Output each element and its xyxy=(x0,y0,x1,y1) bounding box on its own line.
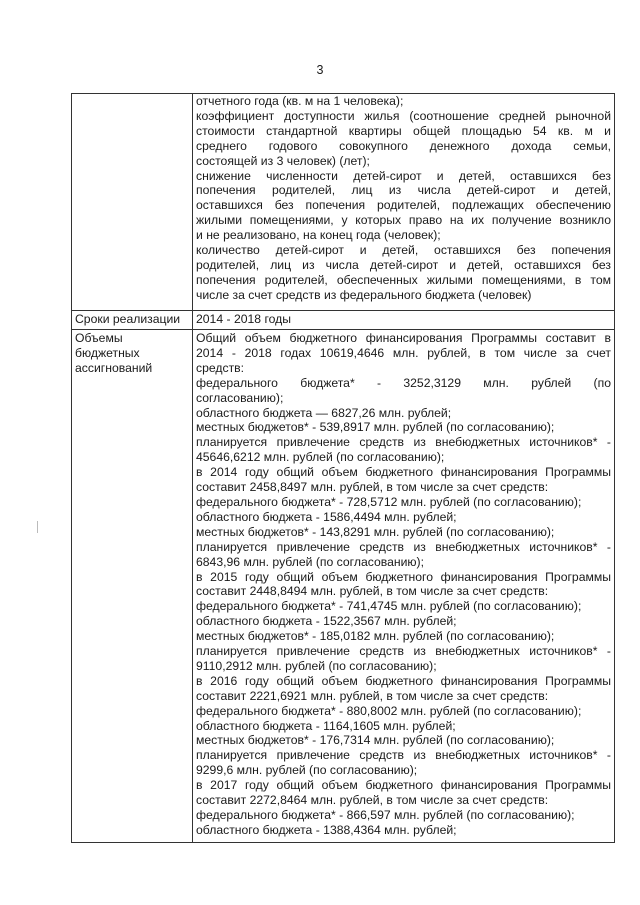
row-label-line: Объемы xyxy=(75,331,123,345)
row-text-line: местных бюджетов* - 143,8291 млн. рублей (по согласованию); xyxy=(196,524,555,539)
row-content-cell xyxy=(193,94,615,311)
row-text-line: числе за счет средств из федерального бюджета (человек) xyxy=(196,287,532,302)
row-text-line: местных бюджетов* - 539,8917 млн. рублей (по согласованию); xyxy=(196,420,555,435)
row-text-line: попечения родителей, обеспеченных жилыми помещениями, в том xyxy=(196,272,611,287)
row-text-line: средств: xyxy=(196,360,245,375)
passport-table xyxy=(71,93,615,843)
row-text-line: и не реализовано, на конец года (человек); xyxy=(196,228,441,243)
row-content-cell xyxy=(193,330,615,843)
row-text-line: снижение численности детей-сирот и детей, оставшихся без xyxy=(196,168,611,183)
row-text-line: федерального бюджета* - 741,4745 млн. рублей (по согласованию); xyxy=(196,599,582,614)
row-text-line: областного бюджета — 6827,26 млн. рублей; xyxy=(196,405,452,420)
row-text-line: состоящей из 3 человек) (лет); xyxy=(196,153,370,168)
row-content-cell xyxy=(193,311,615,330)
row-text-line: 45646,6212 млн. рублей (по согласованию); xyxy=(196,450,445,465)
row-text-line: областного бюджета - 1522,3567 млн. рублей; xyxy=(196,614,457,629)
row-text-line: жилыми помещениями, у которых право на их получение возникло xyxy=(196,213,611,228)
row-text-line: количество детей-сирот и детей, оставшихся без попечения xyxy=(196,243,611,258)
row-text-line: составит 2448,8494 млн. рублей, в том числе за счет средств: xyxy=(196,584,549,599)
row-label-line: бюджетных xyxy=(75,345,140,360)
row-text-line: местных бюджетов* - 185,0182 млн. рублей (по согласованию); xyxy=(196,629,555,644)
table-row-budget xyxy=(72,330,615,843)
row-text-line: планируется привлечение средств из внебюджетных источников* - xyxy=(196,435,611,450)
row-label-line: Сроки реализации xyxy=(75,312,181,326)
row-text-line: федерального бюджета* - 880,8002 млн. рублей (по согласованию); xyxy=(196,703,582,718)
row-text-line: федерального бюджета* - 3252,3129 млн. рублей (по xyxy=(196,375,611,390)
row-label-line: ассигнований xyxy=(75,360,153,375)
row-text-line: планируется привлечение средств из внебюджетных источников* - xyxy=(196,748,611,763)
row-text-line: составит 2458,8497 млн. рублей, в том числе за счет средств: xyxy=(196,480,549,495)
margin-mark xyxy=(37,521,38,533)
row-text-line: областного бюджета - 1586,4494 млн. рублей; xyxy=(196,509,457,524)
row-text-line: областного бюджета - 1164,1605 млн. рублей; xyxy=(196,718,456,733)
row-text-line: в 2016 году общий объем бюджетного финансирования Программы xyxy=(196,673,611,688)
row-text-line: согласованию); xyxy=(196,390,284,405)
table-row-terms xyxy=(72,311,615,330)
row-text-line: в 2017 году общий объем бюджетного финансирования Программы xyxy=(196,778,611,793)
row-text-line: 9110,2912 млн. рублей (по согласованию); xyxy=(196,658,437,673)
row-text-line: планируется привлечение средств из внебюджетных источников* - xyxy=(196,539,611,554)
row-text-line: Общий объем бюджетного финансирования Программы составит в xyxy=(196,331,611,345)
row-text-line: составит 2272,8464 млн. рублей, в том числе за счет средств: xyxy=(196,793,549,808)
row-text-line: стоимости стандартной квартиры общей площадью 54 кв. м и xyxy=(196,123,611,138)
row-label-cell xyxy=(72,94,193,311)
row-text-line: областного бюджета - 1388,4364 млн. рублей; xyxy=(196,822,457,837)
row-text-line: в 2015 году общий объем бюджетного финансирования Программы xyxy=(196,569,611,584)
row-text-line: 6843,96 млн. рублей (по согласованию); xyxy=(196,554,424,569)
row-text-line: 9299,6 млн. рублей (по согласованию); xyxy=(196,763,418,778)
row-text-line: отчетного года (кв. м на 1 человека); xyxy=(196,94,404,108)
row-text-line: родителей, лиц из числа детей-сирот и детей, оставшихся без xyxy=(196,257,611,272)
row-text-line: местных бюджетов* - 176,7314 млн. рублей (по согласованию); xyxy=(196,733,555,748)
row-text-line: планируется привлечение средств из внебюджетных источников* - xyxy=(196,644,611,659)
table-row-indicators xyxy=(72,94,615,311)
row-text-line: федерального бюджета* - 728,5712 млн. рублей (по согласованию); xyxy=(196,494,582,509)
row-text-line: в 2014 году общий объем бюджетного финансирования Программы xyxy=(196,465,611,480)
row-text-line: коэффициент доступности жилья (соотношение средней рыночной xyxy=(196,108,611,123)
row-text-line: федерального бюджета* - 866,597 млн. рублей (по согласованию); xyxy=(196,808,575,822)
row-text-line: составит 2221,6921 млн. рублей, в том числе за счет средств: xyxy=(196,688,549,703)
row-text-line: 2014 - 2018 годах 10619,4646 млн. рублей, в том числе за счет xyxy=(196,345,611,360)
page-number: 3 xyxy=(316,63,324,77)
row-text-line: среднего годового совокупного денежного дохода семьи, xyxy=(196,138,611,153)
row-label-cell xyxy=(72,311,193,330)
row-text-line: 2014 - 2018 годы xyxy=(196,312,292,326)
row-text-line: попечения родителей, лиц из числа детей-сирот и детей, xyxy=(196,183,611,198)
row-label-cell xyxy=(72,330,193,843)
row-text-line: оставшихся без попечения родителей, подлежащих обеспечению xyxy=(196,198,611,213)
